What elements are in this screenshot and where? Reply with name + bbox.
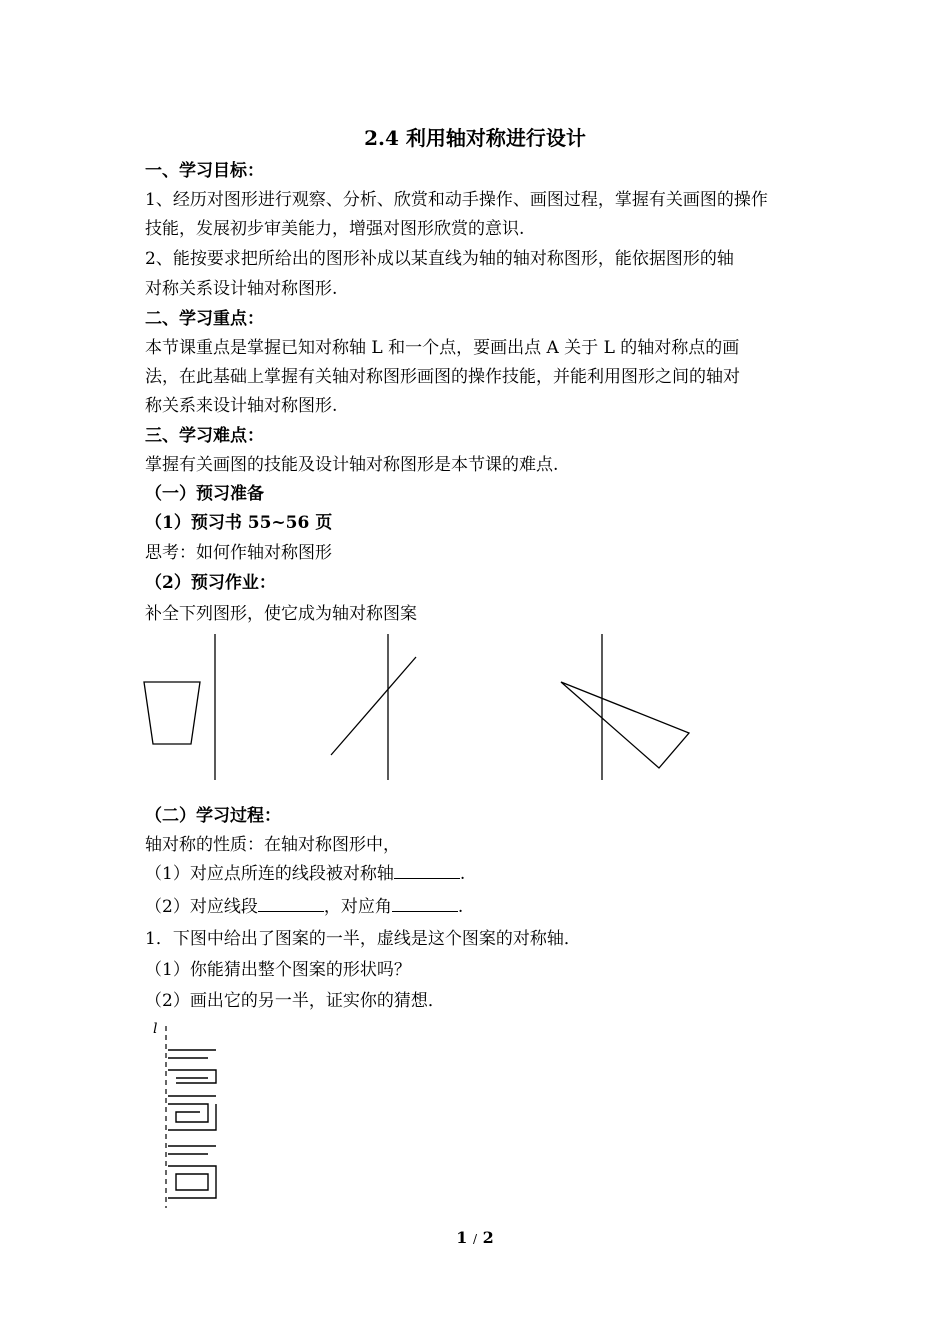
triangle-shape: [561, 682, 689, 768]
difficulty-heading: 三、学习难点：: [145, 426, 264, 446]
property1-blank[interactable]: [394, 864, 460, 879]
slanted-line-figure: [331, 634, 416, 780]
goal2-line1: 2、能按要求把所给出的图形补成以某直线为轴的轴对称图形，能依据图形的轴: [145, 249, 734, 269]
question1-a: （1）你能猜出整个图案的形状吗？: [145, 960, 411, 980]
page-number: [0, 1228, 950, 1247]
goal1-line2: 技能，发展初步审美能力，增强对图形欣赏的意识.: [145, 219, 525, 239]
prep-task: 补全下列图形，使它成为轴对称图案: [145, 604, 417, 624]
property-intro: 轴对称的性质：在轴对称图形中，: [145, 835, 400, 855]
property2-text: （2）对应线段: [145, 897, 258, 917]
half-pattern-figure: [166, 1026, 216, 1208]
page-current: 1: [456, 1228, 468, 1247]
question1-b: （2）画出它的另一半，证实你的猜想．: [145, 991, 445, 1011]
property1-end: .: [459, 864, 466, 884]
property1-line: [145, 863, 825, 885]
prep-heading: （一）预习准备: [145, 484, 264, 504]
think-line: 思考：如何作轴对称图形: [145, 543, 332, 563]
key-line3: 称关系来设计轴对称图形.: [145, 396, 338, 416]
process-heading: （二）学习过程：: [145, 806, 281, 826]
pattern-top-block: [168, 1050, 216, 1083]
key-heading: 二、学习重点：: [145, 309, 264, 329]
trapezoid-figure: [144, 634, 215, 780]
pattern-bottom-block: [168, 1146, 216, 1198]
goal2-line2: 对称关系设计轴对称图形.: [145, 279, 338, 299]
property1-text: （1）对应点所连的线段被对称轴: [145, 864, 394, 884]
pattern-middle-block: [168, 1096, 216, 1130]
difficulty-line: 掌握有关画图的技能及设计轴对称图形是本节课的难点.: [145, 455, 559, 475]
goals-heading: 一、学习目标：: [145, 161, 264, 181]
property2-mid: ，对应角: [323, 897, 392, 917]
prep-item1: （1）预习书 55~56 页: [145, 513, 333, 533]
property2-blank-angles[interactable]: [392, 897, 458, 912]
axis-label: l: [153, 1021, 158, 1037]
key-line2: 法，在此基础上掌握有关轴对称图形画图的操作技能，并能利用图形之间的轴对: [145, 367, 740, 387]
trapezoid-shape: [144, 682, 200, 744]
prep-item2: （2）预习作业：: [145, 573, 276, 593]
goal1-line1: 1、经历对图形进行观察、分析、欣赏和动手操作、画图过程，掌握有关画图的操作: [145, 190, 768, 210]
property2-line: [145, 896, 825, 918]
page-title: 2.4 利用轴对称进行设计: [364, 126, 586, 150]
page-total: 2: [482, 1228, 494, 1247]
pattern-strokes: [168, 1050, 216, 1198]
key-line1: 本节课重点是掌握已知对称轴 L 和一个点，要画出点 A 关于 L 的轴对称点的画: [145, 338, 740, 358]
property2-blank-segments[interactable]: [258, 897, 324, 912]
property2-end: .: [457, 897, 464, 917]
question1: 1．下图中给出了图案的一半，虚线是这个图案的对称轴．: [145, 929, 581, 949]
triangle-figure: [561, 634, 689, 780]
slanted-segment: [331, 657, 416, 755]
page-separator: /: [472, 1232, 478, 1246]
